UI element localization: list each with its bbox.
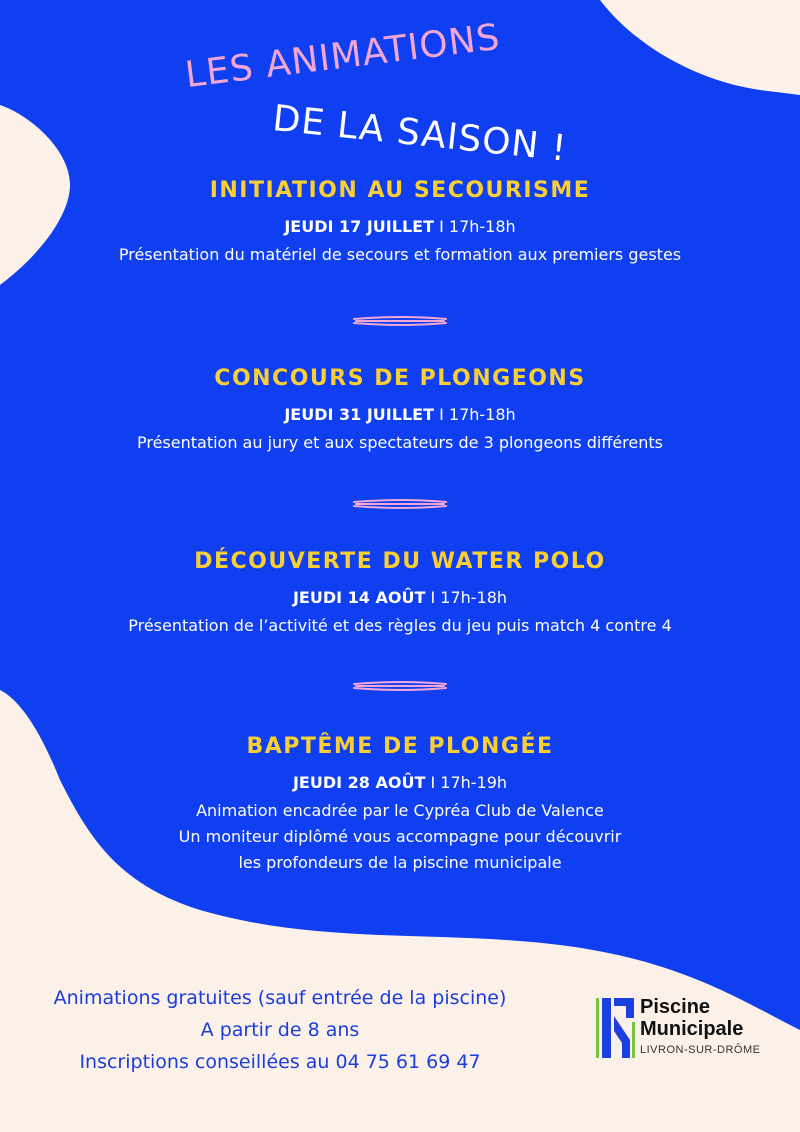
event-day: JEUDI 28 AOÛT	[292, 773, 426, 792]
event-date	[0, 217, 800, 236]
logo-name-line-1: Piscine	[640, 996, 711, 1018]
event-date	[0, 405, 800, 424]
footer-info	[0, 982, 560, 1078]
event-description: Présentation du matériel de secours et formation aux premiers gestes	[118, 245, 682, 264]
logo-city: LIVRON-SUR-DRÔME	[640, 1044, 761, 1056]
event-plongeons	[0, 366, 800, 456]
event-bapteme	[0, 734, 800, 876]
event-time: 17h-18h	[448, 217, 516, 236]
event-description: Présentation au jury et aux spectateurs de 3 plongeons différents	[136, 433, 663, 452]
date-separator: I	[430, 588, 436, 607]
event-day: JEUDI 17 JUILLET	[284, 217, 434, 236]
event-day: JEUDI 14 AOÛT	[292, 588, 426, 607]
event-description: les profondeurs de la piscine municipale	[238, 853, 562, 872]
logo-name-line-2: Municipale	[640, 1018, 744, 1040]
event-time: 17h-19h	[440, 773, 508, 792]
event-time: 17h-18h	[440, 588, 508, 607]
event-description: Présentation de l’activité et des règles du jeu puis match 4 contre 4	[128, 616, 672, 635]
piscine-logo	[596, 996, 786, 1060]
footer-pricing: Animations gratuites (sauf entrée de la piscine)	[53, 987, 507, 1009]
event-description: Animation encadrée par le Cypréa Club de Valence	[196, 801, 604, 820]
event-day: JEUDI 31 JUILLET	[284, 405, 434, 424]
piscine-logo-icon	[596, 996, 636, 1060]
event-date	[0, 588, 800, 607]
divider-ornament	[351, 497, 449, 511]
event-time: 17h-18h	[448, 405, 516, 424]
event-title: BAPTÊME DE PLONGÉE	[246, 734, 554, 759]
footer-phone: Inscriptions conseillées au 04 75 61 69 47	[79, 1051, 481, 1073]
title-line-2: DE LA SAISON !	[270, 98, 570, 170]
event-title: DÉCOUVERTE DU WATER POLO	[194, 549, 606, 574]
date-separator: I	[439, 405, 444, 424]
event-description: Un moniteur diplômé vous accompagne pour découvrir	[178, 827, 622, 846]
event-title: INITIATION AU SECOURISME	[209, 178, 591, 203]
event-title: CONCOURS DE PLONGEONS	[214, 366, 586, 391]
date-separator: I	[439, 217, 444, 236]
title-line-1: LES ANIMATIONS	[183, 16, 503, 96]
date-separator: I	[430, 773, 436, 792]
event-secourisme	[0, 178, 800, 268]
footer-age: A partir de 8 ans	[200, 1019, 360, 1041]
event-water-polo	[0, 549, 800, 639]
divider-ornament	[351, 314, 449, 328]
divider-ornament	[351, 679, 449, 693]
event-date	[0, 773, 800, 792]
